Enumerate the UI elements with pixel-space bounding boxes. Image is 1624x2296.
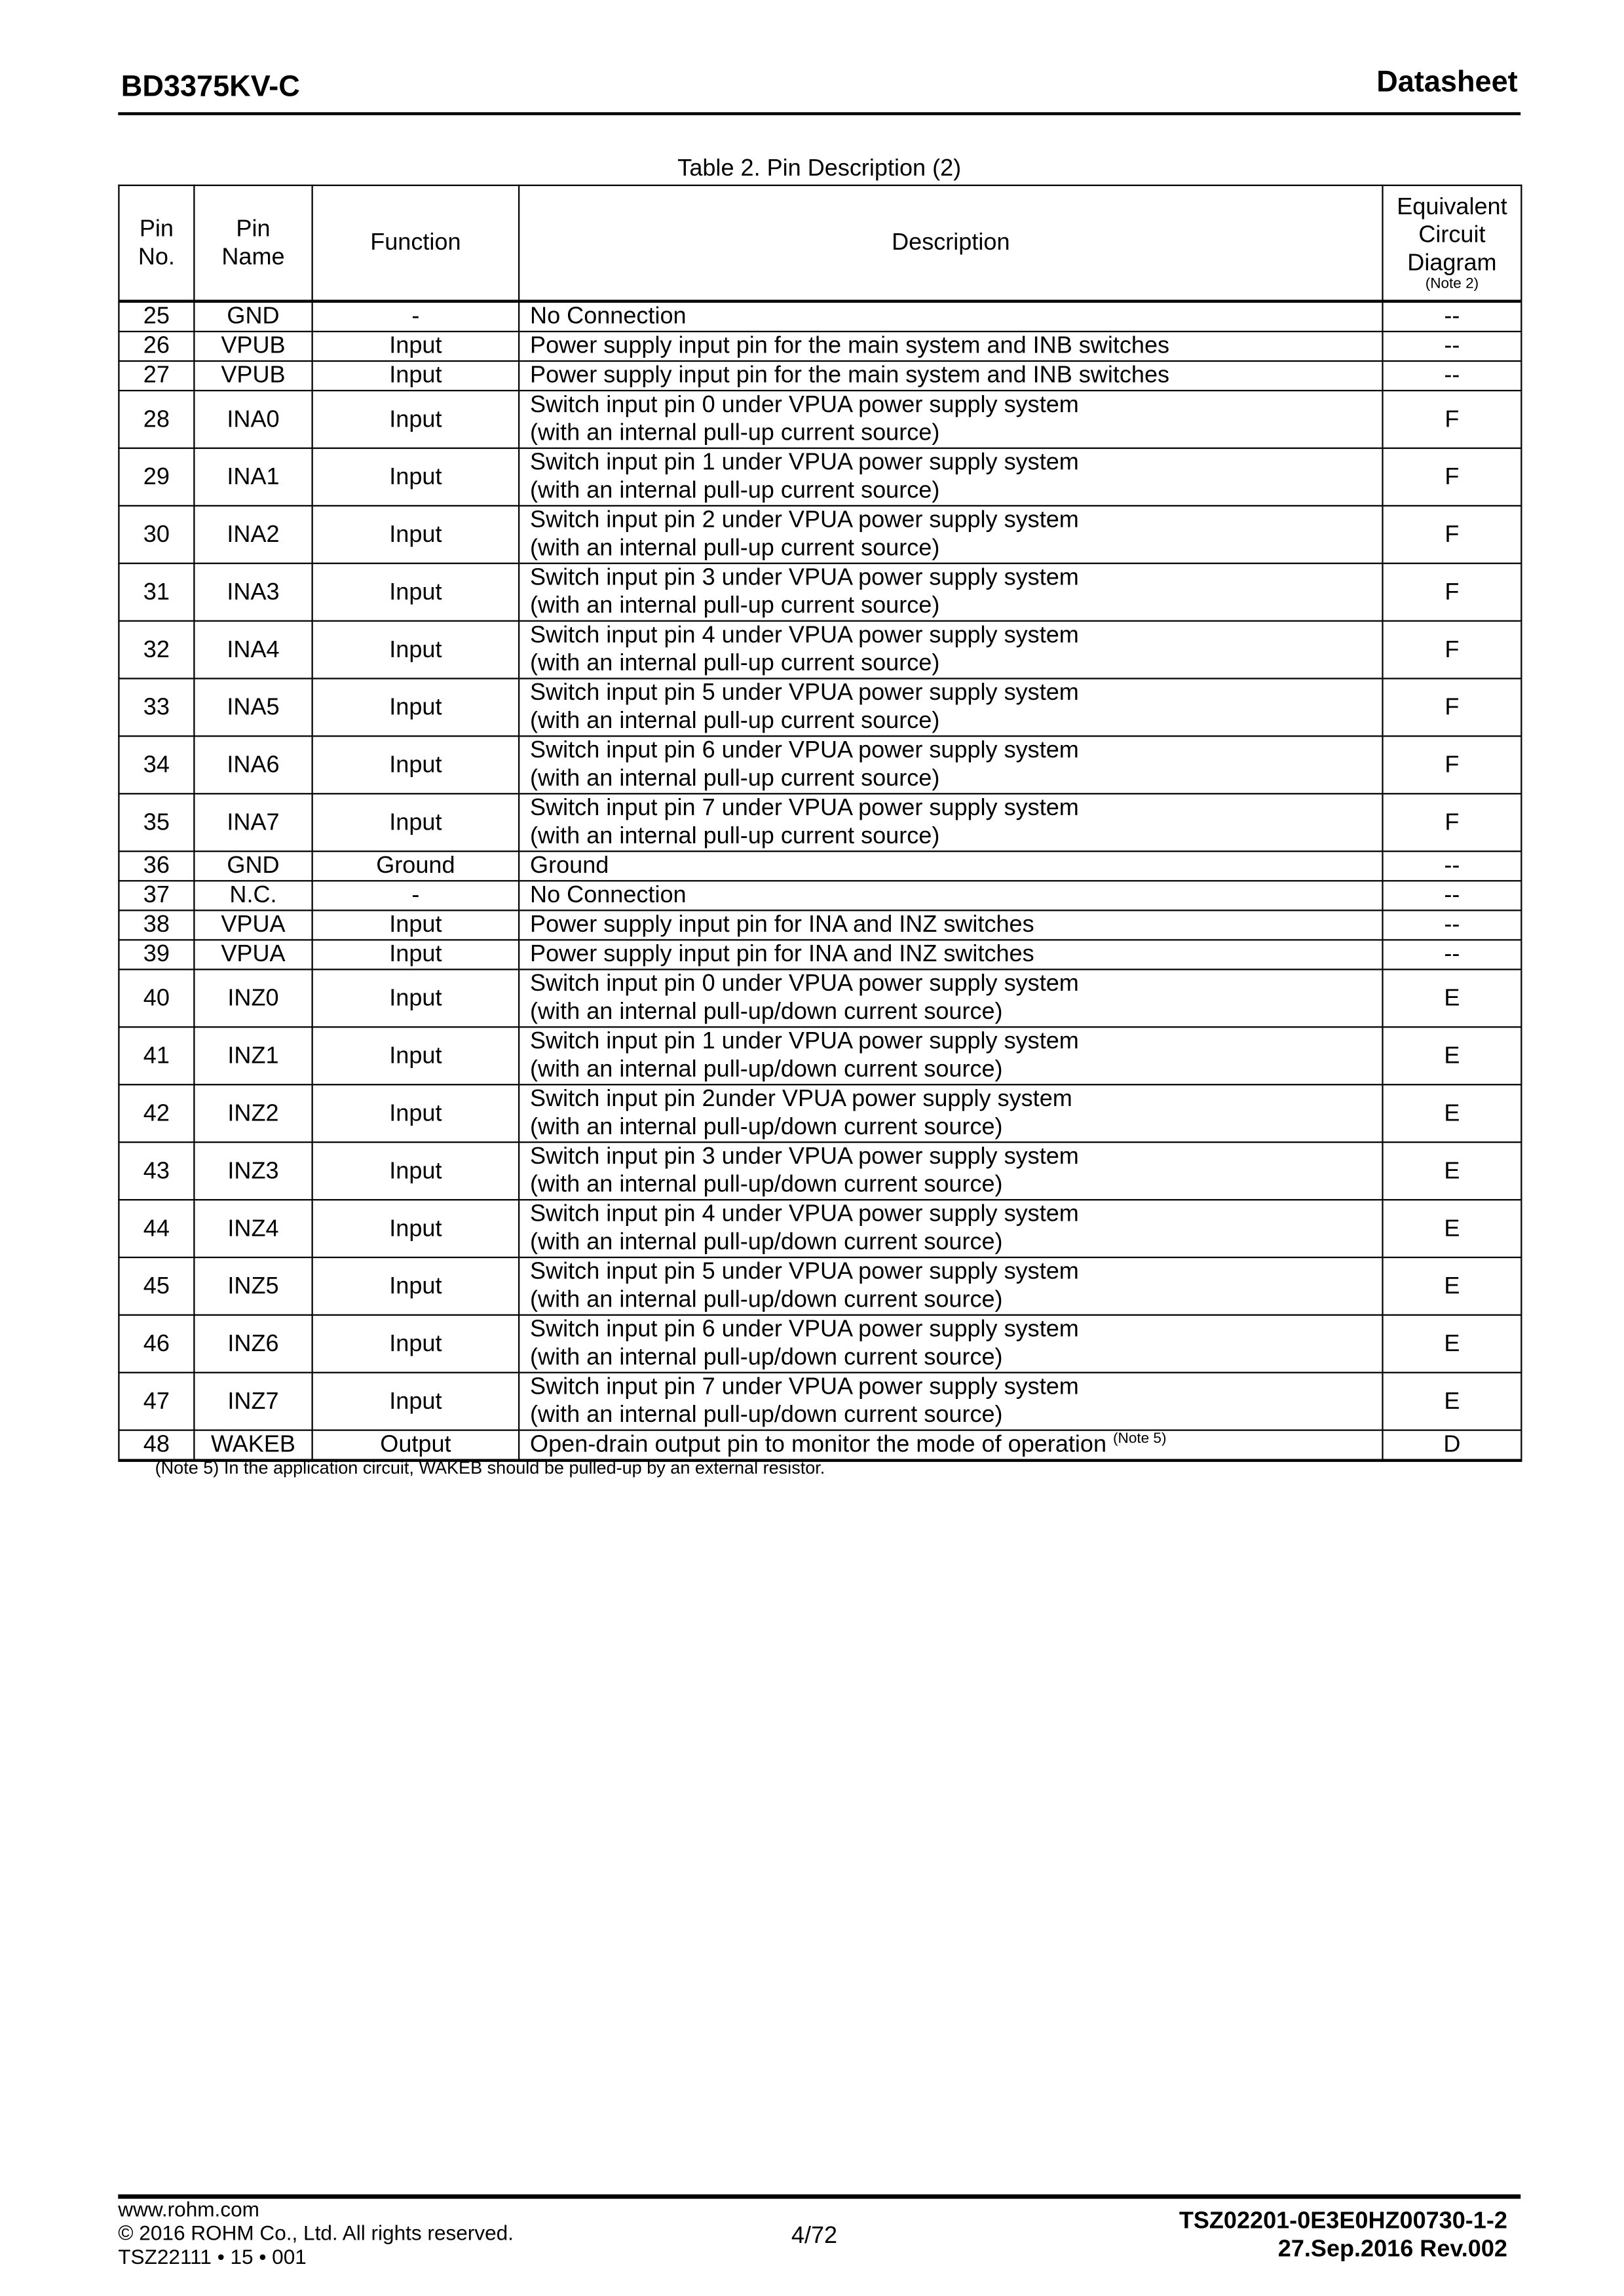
pin-description	[519, 1373, 1382, 1430]
table-header-row	[119, 185, 1521, 301]
table-row	[119, 361, 1521, 391]
pin-function: Input	[312, 448, 519, 506]
pin-name: INA1	[194, 448, 312, 506]
pin-no: 37	[119, 881, 194, 910]
equivalent-circuit: --	[1382, 910, 1521, 940]
table-row	[119, 1200, 1521, 1257]
pin-no: 46	[119, 1315, 194, 1373]
pin-function: Input	[312, 506, 519, 564]
col-equiv-label: Equivalent Circuit Diagram	[1397, 195, 1507, 277]
description-line: (with an internal pull-up current source)	[530, 593, 940, 619]
col-equivalent-circuit	[1382, 185, 1521, 301]
doc-number: TSZ02201-0E3E0HZ00730-1-2	[1179, 2209, 1507, 2234]
pin-function: Input	[312, 1373, 519, 1430]
description-line: Power supply input pin for the main system and INB switches	[530, 363, 1170, 389]
description-line: Switch input pin 6 under VPUA power supply system	[530, 1317, 1079, 1343]
table-row	[119, 448, 1521, 506]
description-line: Switch input pin 0 under VPUA power supply system	[530, 971, 1079, 997]
pin-description	[519, 881, 1382, 910]
product-name: BD3375KV-C	[121, 71, 300, 104]
pin-description	[519, 391, 1382, 448]
pin-function: Input	[312, 1027, 519, 1084]
pin-name: INA0	[194, 391, 312, 448]
description-line: Switch input pin 5 under VPUA power supply system	[530, 680, 1079, 706]
description-line: (with an internal pull-up current source)	[530, 536, 940, 562]
equivalent-circuit: F	[1382, 448, 1521, 506]
col-pin-name	[194, 185, 312, 301]
pin-function: Input	[312, 391, 519, 448]
description-line: Switch input pin 1 under VPUA power supply system	[530, 1029, 1079, 1055]
pin-function: Input	[312, 736, 519, 794]
pin-name: INZ7	[194, 1373, 312, 1430]
col-equiv-note: (Note 2)	[1425, 276, 1479, 293]
page-number: 4/72	[791, 2223, 838, 2249]
table-row	[119, 881, 1521, 910]
equivalent-circuit: D	[1382, 1430, 1521, 1461]
pin-description	[519, 910, 1382, 940]
footer-website[interactable]: www.rohm.com	[118, 2197, 259, 2221]
table-row	[119, 1084, 1521, 1142]
pin-no: 36	[119, 851, 194, 881]
description-line: Switch input pin 2 under VPUA power supply system	[530, 508, 1079, 533]
description-line: (with an internal pull-up/down current source)	[530, 999, 1003, 1025]
pin-function: Input	[312, 910, 519, 940]
description-line: (with an internal pull-up/down current source)	[530, 1230, 1003, 1255]
date-revision: 27.Sep.2016 Rev.002	[1277, 2237, 1507, 2263]
equivalent-circuit: E	[1382, 1084, 1521, 1142]
equivalent-circuit: --	[1382, 881, 1521, 910]
description-line: No Connection	[530, 883, 687, 908]
equivalent-circuit: F	[1382, 506, 1521, 564]
description-line: (with an internal pull-up/down current source)	[530, 1115, 1003, 1140]
table-row	[119, 940, 1521, 969]
equivalent-circuit: F	[1382, 679, 1521, 737]
pin-function: Input	[312, 940, 519, 969]
description-line: Switch input pin 2under VPUA power supply system	[530, 1086, 1072, 1112]
pin-no: 28	[119, 391, 194, 448]
description-line: Switch input pin 4 under VPUA power supply system	[530, 1202, 1079, 1227]
pin-description	[519, 851, 1382, 881]
equivalent-circuit: F	[1382, 794, 1521, 851]
pin-no: 26	[119, 332, 194, 361]
pin-name: INZ2	[194, 1084, 312, 1142]
footer-left	[118, 2197, 514, 2268]
description-line: (with an internal pull-up current source)	[530, 421, 940, 446]
description-line: Switch input pin 7 under VPUA power supply system	[530, 1375, 1079, 1400]
pin-no: 30	[119, 506, 194, 564]
pin-description	[519, 332, 1382, 361]
table-row	[119, 1257, 1521, 1315]
description-line: (with an internal pull-up current source)	[530, 766, 940, 792]
pin-no: 38	[119, 910, 194, 940]
pin-name: INZ1	[194, 1027, 312, 1084]
pin-function: Input	[312, 679, 519, 737]
pin-description	[519, 361, 1382, 391]
pin-description-table	[118, 185, 1522, 1462]
description-line: Switch input pin 3 under VPUA power supply system	[530, 1144, 1079, 1170]
pin-name: INA6	[194, 736, 312, 794]
pin-name: VPUA	[194, 910, 312, 940]
pin-description	[519, 506, 1382, 564]
pin-no: 48	[119, 1430, 194, 1461]
table-row	[119, 332, 1521, 361]
equivalent-circuit: E	[1382, 969, 1521, 1027]
footer-copyright: © 2016 ROHM Co., Ltd. All rights reserved.	[118, 2221, 514, 2245]
table-row	[119, 1027, 1521, 1084]
description-line: (with an internal pull-up current source)	[530, 708, 940, 735]
pin-name: N.C.	[194, 881, 312, 910]
col-pin-name-label: Pin Name	[221, 216, 285, 270]
equivalent-circuit: --	[1382, 301, 1521, 332]
description-line: Switch input pin 3 under VPUA power supply system	[530, 565, 1079, 591]
pin-name: INA4	[194, 621, 312, 679]
equivalent-circuit: F	[1382, 736, 1521, 794]
pin-function: -	[312, 881, 519, 910]
table-row	[119, 736, 1521, 794]
pin-name: VPUB	[194, 361, 312, 391]
pin-function: Input	[312, 1084, 519, 1142]
pin-description	[519, 794, 1382, 851]
equivalent-circuit: --	[1382, 332, 1521, 361]
pin-name: INZ6	[194, 1315, 312, 1373]
pin-no: 39	[119, 940, 194, 969]
pin-description	[519, 679, 1382, 737]
description-line: Power supply input pin for the main system and INB switches	[530, 334, 1170, 359]
description-line: Switch input pin 6 under VPUA power supply system	[530, 738, 1079, 764]
pin-function: Input	[312, 1200, 519, 1257]
table-note: (Note 5) In the application circuit, WAKEB should be pulled-up by an external resistor.	[155, 1457, 825, 1478]
pin-no: 29	[119, 448, 194, 506]
equivalent-circuit: F	[1382, 621, 1521, 679]
pin-description	[519, 301, 1382, 332]
description-line: (with an internal pull-up current source)	[530, 824, 940, 849]
description-line: (with an internal pull-up/down current source)	[530, 1288, 1003, 1313]
pin-description	[519, 448, 1382, 506]
pin-function: Input	[312, 969, 519, 1027]
pin-name: INZ0	[194, 969, 312, 1027]
pin-no: 27	[119, 361, 194, 391]
pin-description	[519, 564, 1382, 621]
pin-description	[519, 1084, 1382, 1142]
pin-function: Input	[312, 1142, 519, 1200]
description-line: (with an internal pull-up current source)	[530, 651, 940, 677]
equivalent-circuit: --	[1382, 361, 1521, 391]
equivalent-circuit: --	[1382, 940, 1521, 969]
pin-no: 42	[119, 1084, 194, 1142]
pin-function: -	[312, 301, 519, 332]
table-row	[119, 794, 1521, 851]
description-line: (with an internal pull-up/down current source)	[530, 1402, 1003, 1428]
pin-no: 31	[119, 564, 194, 621]
description-line: Switch input pin 7 under VPUA power supply system	[530, 795, 1079, 822]
pin-description	[519, 1200, 1382, 1257]
description-line	[530, 1431, 1382, 1459]
col-description: Description	[519, 185, 1382, 301]
table-row	[119, 621, 1521, 679]
pin-no: 35	[119, 794, 194, 851]
header-divider	[118, 112, 1520, 115]
description-line: Switch input pin 4 under VPUA power supply system	[530, 623, 1079, 649]
col-pin-no-label: Pin No.	[138, 216, 175, 270]
pin-no: 45	[119, 1257, 194, 1315]
equivalent-circuit: E	[1382, 1142, 1521, 1200]
description-line: Power supply input pin for INA and INZ switches	[530, 912, 1034, 938]
table-row	[119, 851, 1521, 881]
pin-description	[519, 1142, 1382, 1200]
table-body	[119, 301, 1521, 1461]
pin-name: VPUB	[194, 332, 312, 361]
description-line: (with an internal pull-up/down current source)	[530, 1345, 1003, 1371]
pin-function: Input	[312, 621, 519, 679]
table-row	[119, 679, 1521, 737]
col-function: Function	[312, 185, 519, 301]
pin-no: 25	[119, 301, 194, 332]
pin-function: Input	[312, 564, 519, 621]
table-row	[119, 391, 1521, 448]
pin-description	[519, 736, 1382, 794]
table-row	[119, 1315, 1521, 1373]
table-row	[119, 1142, 1521, 1200]
pin-description	[519, 1430, 1382, 1461]
description-line: Ground	[530, 853, 609, 879]
pin-no: 41	[119, 1027, 194, 1084]
description-line: Switch input pin 0 under VPUA power supply system	[530, 392, 1079, 418]
pin-function: Input	[312, 332, 519, 361]
pin-description	[519, 969, 1382, 1027]
pin-name: INA7	[194, 794, 312, 851]
table-row	[119, 301, 1521, 332]
note-reference: (Note 5)	[1113, 1430, 1167, 1447]
col-pin-no	[119, 185, 194, 301]
table-caption: Table 2. Pin Description (2)	[677, 156, 962, 182]
equivalent-circuit: E	[1382, 1200, 1521, 1257]
equivalent-circuit: F	[1382, 391, 1521, 448]
pin-name: INZ3	[194, 1142, 312, 1200]
description-line: (with an internal pull-up/down current source)	[530, 1172, 1003, 1198]
pin-name: INA3	[194, 564, 312, 621]
equivalent-circuit: F	[1382, 564, 1521, 621]
pin-description	[519, 1315, 1382, 1373]
pin-function: Ground	[312, 851, 519, 881]
description-line: (with an internal pull-up/down current source)	[530, 1057, 1003, 1082]
pin-no: 34	[119, 736, 194, 794]
pin-description	[519, 621, 1382, 679]
footer-right	[1179, 2208, 1507, 2264]
pin-description	[519, 1257, 1382, 1315]
description-line: Switch input pin 5 under VPUA power supply system	[530, 1259, 1079, 1285]
pin-function: Output	[312, 1430, 519, 1461]
pin-name: GND	[194, 851, 312, 881]
pin-name: INA2	[194, 506, 312, 564]
pin-name: INA5	[194, 679, 312, 737]
description-text: Open-drain output pin to monitor the mode of operation	[530, 1432, 1107, 1458]
pin-description	[519, 940, 1382, 969]
table-row	[119, 910, 1521, 940]
pin-name: INZ4	[194, 1200, 312, 1257]
pin-function: Input	[312, 361, 519, 391]
pin-name: INZ5	[194, 1257, 312, 1315]
pin-function: Input	[312, 1315, 519, 1373]
equivalent-circuit: E	[1382, 1315, 1521, 1373]
equivalent-circuit: --	[1382, 851, 1521, 881]
footer-code: TSZ22111 • 15 • 001	[118, 2244, 307, 2268]
table-row	[119, 969, 1521, 1027]
description-line: Power supply input pin for INA and INZ switches	[530, 942, 1034, 968]
table-row	[119, 506, 1521, 564]
pin-name: WAKEB	[194, 1430, 312, 1461]
pin-no: 43	[119, 1142, 194, 1200]
equivalent-circuit: E	[1382, 1027, 1521, 1084]
equivalent-circuit: E	[1382, 1257, 1521, 1315]
pin-no: 33	[119, 679, 194, 737]
pin-no: 44	[119, 1200, 194, 1257]
equivalent-circuit: E	[1382, 1373, 1521, 1430]
description-line: Switch input pin 1 under VPUA power supply system	[530, 450, 1079, 476]
pin-name: GND	[194, 301, 312, 332]
table-row	[119, 1373, 1521, 1430]
doc-type: Datasheet	[1376, 66, 1518, 99]
pin-function: Input	[312, 794, 519, 851]
table-row	[119, 1430, 1521, 1461]
pin-no: 47	[119, 1373, 194, 1430]
pin-no: 40	[119, 969, 194, 1027]
description-line: No Connection	[530, 304, 687, 330]
table-row	[119, 564, 1521, 621]
pin-no: 32	[119, 621, 194, 679]
pin-function: Input	[312, 1257, 519, 1315]
description-line: (with an internal pull-up current source)	[530, 478, 940, 504]
pin-name: VPUA	[194, 940, 312, 969]
pin-description	[519, 1027, 1382, 1084]
